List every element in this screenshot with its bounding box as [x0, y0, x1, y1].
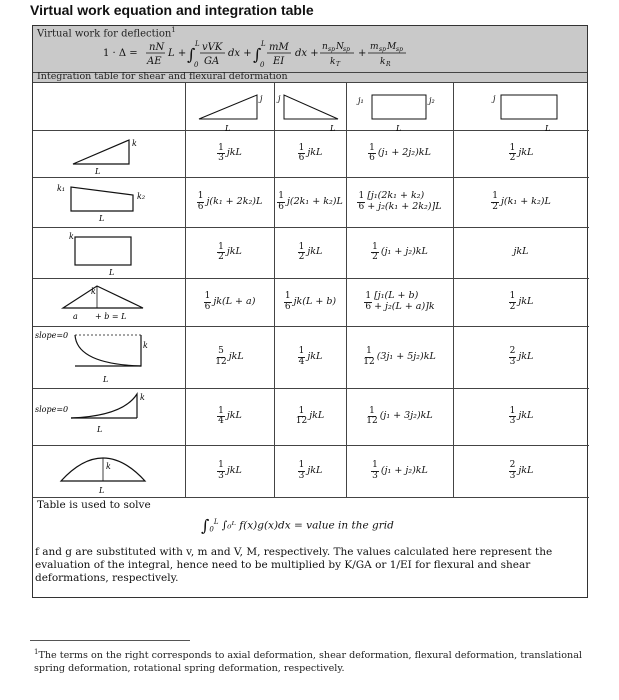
- fraction: [284, 292, 292, 312]
- svg-text:∫: ∫: [253, 45, 262, 64]
- fraction-numerator: 1: [218, 142, 224, 153]
- svg-text:+: +: [358, 48, 367, 59]
- svg-text:j₂: j₂: [428, 95, 435, 105]
- table-cell: [274, 388, 346, 445]
- table-cell: [274, 177, 346, 227]
- fraction-numerator: 1: [284, 291, 291, 302]
- svg-text:dx +: dx +: [228, 48, 252, 59]
- svg-text:L: L: [95, 167, 101, 176]
- table-cell: [185, 326, 274, 388]
- svg-text:R: R: [386, 61, 391, 68]
- svg-text:slope=0: slope=0: [35, 405, 69, 414]
- svg-text:L: L: [99, 214, 105, 223]
- table-cell: [274, 278, 346, 326]
- table-cell: [185, 177, 274, 227]
- fraction: [298, 461, 306, 481]
- table-cell: [453, 227, 589, 278]
- fraction-denominator: 3: [218, 470, 224, 481]
- footnote: $^1$The terms on the right corresponds to axial deformation, shear deformation, flexural deformation, translational spring deformation, rotational spring deformation, respectively.: [34, 648, 582, 674]
- fraction: [277, 192, 285, 212]
- fraction: [217, 144, 225, 164]
- fraction-denominator: 3: [509, 470, 516, 481]
- cell-expression: jkL: [307, 464, 323, 476]
- cell-expression: jk(L + a): [213, 295, 256, 307]
- eq-trans-num: n: [322, 42, 328, 52]
- cell-expression: (j₁ + j₂)kL: [380, 464, 428, 476]
- table-cell: [453, 326, 589, 388]
- svg-text:L: L: [261, 40, 266, 48]
- fraction-denominator: 6: [278, 201, 284, 212]
- svg-text:L: L: [109, 268, 115, 277]
- cell-expression: jkL: [226, 464, 242, 476]
- column-header-rectangle: [453, 83, 589, 133]
- cell-expression: jkL: [307, 350, 323, 362]
- fraction: [368, 144, 376, 164]
- svg-text:L: L: [97, 425, 103, 434]
- fraction-denominator: 6: [358, 201, 365, 212]
- svg-text:a: a: [73, 312, 78, 321]
- fraction-numerator: 1: [218, 405, 224, 416]
- cell-expression: j(2k₁ + k₂)L: [286, 195, 343, 207]
- fraction-numerator: 2: [509, 346, 516, 357]
- table-cell: [274, 130, 346, 177]
- fraction: [357, 192, 365, 212]
- svg-text:j₁: j₁: [357, 95, 364, 105]
- fraction: [298, 243, 306, 263]
- table-cell: [185, 227, 274, 278]
- eq-axial-num: nN: [149, 42, 165, 53]
- fraction: [298, 347, 306, 367]
- cell-expression: jkL: [307, 246, 323, 258]
- fraction-denominator: 6: [369, 153, 375, 163]
- fraction-denominator: 12: [215, 356, 227, 367]
- table-cell: [185, 130, 274, 177]
- cell-expression: jkL: [226, 410, 242, 422]
- fraction-denominator: 6: [298, 153, 305, 163]
- table-cell: [346, 326, 453, 388]
- fraction: [217, 407, 225, 427]
- cell-expression: jkL: [518, 464, 534, 476]
- svg-text:M: M: [387, 42, 397, 52]
- cell-expression: jkL: [309, 410, 325, 422]
- svg-text:sp: sp: [328, 46, 335, 53]
- table-document: [32, 25, 588, 598]
- fraction-denominator: 2: [372, 252, 378, 262]
- cell-expression: [j₁(2k₁ + k₂) + j₂(k₁ + 2k₂)]L: [367, 190, 442, 212]
- row-shape-parabola-left: [33, 326, 183, 388]
- svg-text:0: 0: [260, 61, 265, 69]
- fraction-numerator: 1: [509, 291, 516, 302]
- eq-axial-den: AE: [147, 56, 162, 67]
- fraction-numerator: 1: [197, 191, 204, 202]
- table-cell: [185, 278, 274, 326]
- integration-band: [33, 73, 587, 83]
- eq-shear-num: vVK: [202, 42, 223, 53]
- fraction: [197, 192, 205, 212]
- fraction: [217, 243, 225, 263]
- svg-text:k: k: [140, 393, 145, 402]
- cell-expression: jkL: [226, 246, 242, 258]
- fraction-denominator: 3: [509, 356, 516, 367]
- svg-text:k: k: [143, 341, 148, 350]
- fraction-numerator: 1: [218, 241, 224, 252]
- table-usage-note: Table is used to solve: [37, 499, 151, 511]
- fraction-numerator: 1: [492, 191, 498, 202]
- fraction: [371, 461, 379, 481]
- svg-text:sp: sp: [343, 46, 350, 53]
- eq-flex-den: EI: [273, 56, 285, 67]
- svg-text:N: N: [336, 42, 344, 52]
- fraction-denominator: 2: [509, 301, 516, 312]
- fraction-numerator: 1: [278, 191, 284, 202]
- svg-text:slope=0: slope=0: [35, 331, 69, 340]
- fraction-denominator: 4: [218, 416, 224, 426]
- fraction-denominator: 6: [284, 301, 291, 312]
- cell-expression: jkL: [226, 147, 242, 159]
- fraction-numerator: 1: [372, 241, 378, 252]
- svg-text:∫: ∫: [187, 45, 196, 64]
- svg-text:+ b = L: + b = L: [95, 312, 127, 321]
- fraction-denominator: 12: [363, 356, 375, 367]
- table-cell: [346, 177, 453, 227]
- fraction-numerator: 5: [218, 346, 224, 357]
- svg-text:k: k: [69, 232, 74, 241]
- svg-text:L: L: [195, 40, 200, 48]
- fraction: [509, 292, 517, 312]
- integration-label: Integration table for shear and flexural deformation: [37, 71, 288, 82]
- eq-rot-den: k: [380, 57, 386, 67]
- svg-text:sp: sp: [379, 46, 386, 53]
- fraction-numerator: 1: [298, 405, 305, 416]
- fraction-denominator: 6: [197, 201, 204, 212]
- fraction-numerator: 1: [509, 405, 516, 416]
- fraction-numerator: 1: [218, 460, 224, 471]
- cell-expression: [j₁(L + b) + j₂(L + a)]k: [374, 290, 435, 312]
- table-cell: [346, 445, 453, 497]
- fraction-denominator: 6: [204, 301, 211, 312]
- fraction-numerator: 1: [509, 142, 516, 153]
- svg-text:L: L: [99, 486, 105, 495]
- fraction-denominator: 12: [366, 416, 378, 426]
- fraction-denominator: 3: [372, 470, 378, 481]
- cell-expression: (j₁ + 2j₂)kL: [377, 147, 431, 159]
- fraction: [363, 347, 374, 367]
- cell-expression: jkL: [518, 295, 534, 307]
- table-cell: [274, 326, 346, 388]
- eq-rot-num: m: [370, 42, 379, 52]
- svg-text:k₂: k₂: [137, 192, 146, 201]
- footnote-rule: [30, 640, 190, 641]
- table-cell: [346, 227, 453, 278]
- fraction-numerator: 1: [365, 291, 372, 302]
- fraction: [509, 347, 517, 367]
- substitution-note: f and g are substituted with v, m and V, M, respectively. The values calculated here represent the evaluation of the integral, hence need to be multiplied by K/GA or 1/EI for flexural and shear deformations, respectively.: [35, 546, 553, 585]
- svg-text:k: k: [132, 139, 137, 148]
- svg-text:k: k: [91, 287, 96, 296]
- svg-text:j: j: [493, 93, 496, 103]
- fraction-denominator: 2: [218, 252, 224, 262]
- eq-flex-num: mM: [269, 42, 289, 53]
- row-shape-trapezoid: [33, 177, 183, 227]
- cell-expression: jkL: [518, 147, 534, 159]
- fraction-numerator: 1: [369, 405, 375, 416]
- table-cell: [185, 445, 274, 497]
- row-shape-rectangle: [33, 227, 183, 278]
- fraction: [491, 192, 499, 212]
- fraction: [366, 407, 377, 427]
- table-cell: [453, 388, 589, 445]
- svg-text:0: 0: [194, 61, 199, 69]
- cell-expression: (3j₁ + 5j₂)kL: [376, 350, 436, 362]
- cell-expression: j(k₁ + 2k₂)L: [206, 195, 263, 207]
- fraction-numerator: 1: [358, 191, 365, 202]
- fraction-numerator: 2: [509, 460, 516, 471]
- cell-expression: jkL: [518, 350, 534, 362]
- fraction: [509, 461, 517, 481]
- fraction: [298, 144, 306, 164]
- table-cell: [185, 388, 274, 445]
- fraction-numerator: 1: [298, 460, 305, 471]
- fraction-numerator: 1: [366, 346, 372, 357]
- fraction-numerator: 1: [298, 241, 305, 252]
- row-shape-parabola-right: [33, 388, 183, 445]
- fraction-denominator: 6: [365, 301, 372, 312]
- equation-lhs: 1 · Δ =: [103, 48, 138, 59]
- table-cell: [453, 177, 589, 227]
- fraction-numerator: 1: [372, 460, 378, 471]
- fraction-denominator: 3: [218, 153, 224, 163]
- svg-text:k₁: k₁: [57, 184, 66, 193]
- cell-expression: jk(L + b): [293, 295, 337, 307]
- fraction: [296, 407, 307, 427]
- fraction-denominator: 12: [295, 416, 308, 426]
- table-cell: [274, 227, 346, 278]
- column-header-rising-triangle: [185, 83, 274, 133]
- fraction-denominator: 3: [298, 470, 305, 481]
- fraction: [509, 144, 517, 164]
- page-title: Virtual work equation and integration table: [30, 2, 314, 18]
- eq-trans-den: k: [330, 57, 336, 67]
- svg-text:j: j: [278, 93, 281, 103]
- table-cell: [453, 445, 589, 497]
- fraction: [215, 347, 226, 367]
- fraction-denominator: 3: [509, 416, 516, 426]
- column-header-trapezoid: [346, 83, 453, 133]
- eq-shear-den: GA: [204, 56, 220, 67]
- svg-text:j: j: [259, 93, 262, 103]
- table-cell: [346, 130, 453, 177]
- fraction-denominator: 2: [492, 201, 498, 212]
- row-shape-general-triangle: [33, 278, 183, 326]
- svg-text:sp: sp: [396, 46, 403, 53]
- cell-expression: (j₁ + j₂)kL: [380, 246, 428, 258]
- table-cell: [346, 278, 453, 326]
- virtual-work-band: [33, 26, 587, 73]
- cell-expression: jkL: [513, 246, 529, 258]
- row-shape-rising-triangle: [33, 130, 183, 177]
- cell-expression: jkL: [518, 410, 534, 422]
- svg-text:L: L: [545, 123, 551, 133]
- svg-text:L: L: [103, 375, 109, 384]
- fraction: [217, 461, 225, 481]
- svg-text:L: L: [330, 123, 336, 133]
- virtual-work-equation: [103, 37, 533, 71]
- cell-expression: jkL: [307, 147, 323, 159]
- table-cell: [453, 130, 589, 177]
- cell-expression: j(k₁ + k₂)L: [500, 195, 551, 207]
- virtual-work-label: Virtual work for deflection$^1$: [37, 26, 176, 40]
- integration-grid: [33, 83, 589, 497]
- fraction: [371, 243, 379, 263]
- integral-statement: $\int_0^L$ ∫₀ᴸ f(x)g(x)dx = value in the grid: [201, 516, 394, 535]
- fraction-denominator: 2: [509, 153, 516, 163]
- svg-text:dx +: dx +: [295, 48, 319, 59]
- svg-text:k: k: [106, 462, 111, 471]
- svg-text:L: L: [224, 123, 230, 133]
- equation-svg: [103, 37, 533, 71]
- fraction-numerator: 1: [298, 346, 305, 357]
- fraction-denominator: 2: [298, 252, 305, 262]
- fraction-numerator: 1: [298, 142, 305, 153]
- fraction: [364, 292, 372, 312]
- table-cell: [274, 445, 346, 497]
- fraction-denominator: 4: [298, 356, 305, 367]
- table-cell: [346, 388, 453, 445]
- cell-expression: jkL: [228, 350, 244, 362]
- table-cell: [453, 278, 589, 326]
- row-shape-parabola-symmetric: [33, 445, 183, 497]
- svg-text:L +: L +: [168, 48, 187, 59]
- fraction-numerator: 1: [369, 142, 375, 153]
- svg-text:L: L: [395, 123, 401, 133]
- fraction-numerator: 1: [204, 291, 211, 302]
- column-header-falling-triangle: [274, 83, 346, 133]
- svg-text:T: T: [336, 61, 341, 68]
- cell-expression: (j₁ + 3j₂)kL: [379, 410, 433, 422]
- fraction: [204, 292, 212, 312]
- fraction: [509, 407, 517, 427]
